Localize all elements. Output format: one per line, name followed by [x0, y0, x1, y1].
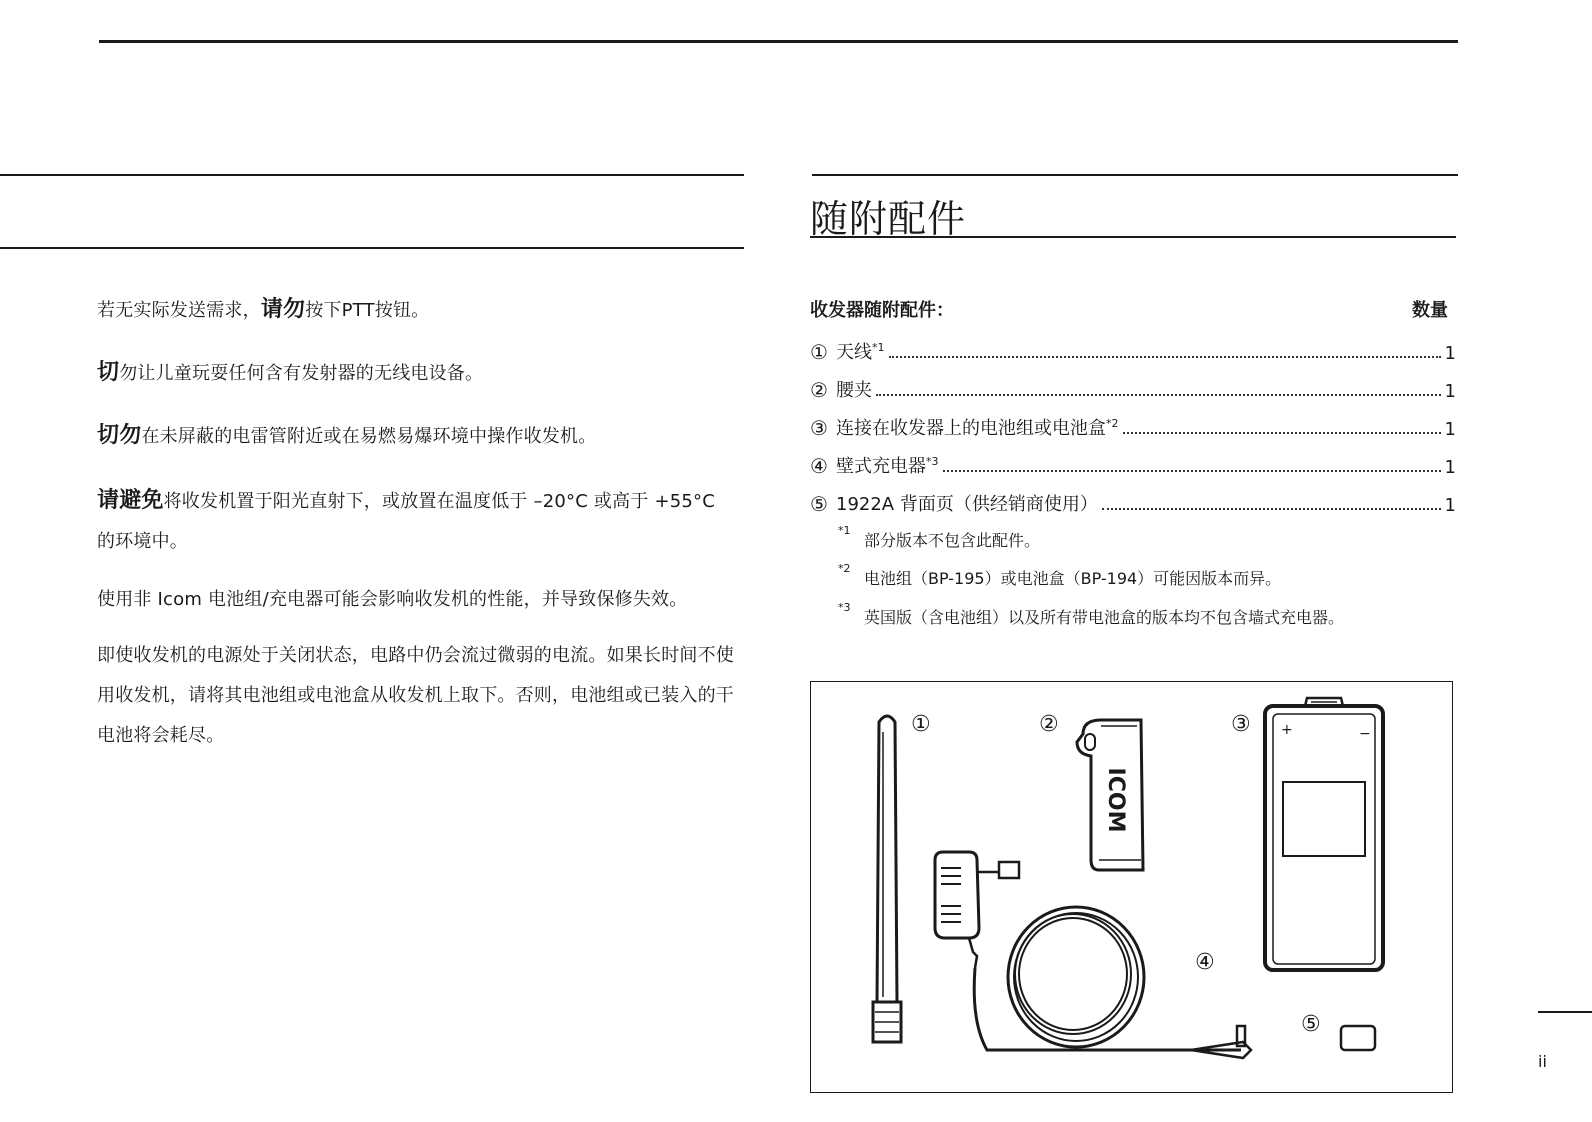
accessory-list-header [810, 296, 1448, 322]
antenna-drawing [873, 716, 901, 1042]
footnote-mark: *1 [838, 524, 851, 537]
top-rule [99, 40, 1458, 43]
item-label: 连接在收发器上的电池组或电池盒$^{*2}$ [836, 417, 1119, 439]
caution-children [97, 353, 737, 394]
item-number: ① [810, 340, 828, 364]
left-header-rule-top [0, 174, 744, 176]
caution-non-icom-battery-text: 使用非 Icom 电池组/充电器可能会影响收发机的性能，并导致保修失效。 [97, 589, 688, 610]
footnote-mark: *2 [838, 562, 851, 575]
leader-dots [876, 394, 1441, 396]
footnote [838, 562, 1282, 589]
item-number: ② [810, 378, 828, 402]
item-number: ⑤ [810, 492, 828, 516]
footnote [838, 601, 1345, 628]
rear-panel-sticker-drawing [1341, 1026, 1375, 1050]
callout-3: ③ [1231, 712, 1251, 737]
item-number: ④ [810, 454, 828, 478]
page-title: 随附配件 [810, 197, 967, 241]
clip-logo: ICOM [1103, 767, 1128, 833]
caution-ptt [97, 290, 737, 331]
page-number: ii [1538, 1052, 1547, 1071]
battery-minus-sign: − [1359, 726, 1371, 742]
accessory-item [810, 372, 1456, 402]
quantity-header: 数量 [1412, 300, 1448, 321]
footnote [838, 524, 1041, 551]
left-header-rule-bottom [0, 247, 744, 249]
item-label: 腰夹 [836, 380, 872, 401]
caution-detonator-text: 在未屏蔽的电雷管附近或在易燃易爆环境中操作收发机。 [141, 426, 597, 447]
footnote-text: 电池组（BP-195）或电池盒（BP-194）可能因版本而异。 [864, 569, 1282, 588]
page-number-rule [1538, 1011, 1592, 1013]
footnote-text: 英国版（含电池组）以及所有带电池盒的版本均不包含墙式充电器。 [864, 608, 1345, 627]
footnote-mark: *3 [838, 601, 851, 614]
item-label: 壁式充电器$^{*3}$ [836, 455, 939, 477]
item-quantity: 1 [1444, 457, 1456, 478]
item-label: 天线$^{*1}$ [836, 341, 885, 363]
leader-dots [943, 470, 1441, 472]
caution-detonator-lead: 切勿 [97, 423, 142, 448]
caution-power-drain-text: 即使收发机的电源处于关闭状态，电路中仍会流过微弱的电流。如果长时间不使用收发机，请将其电池组或电池盒从收发机上取下。否则，电池组或已装入的干电池将会耗尽。 [97, 645, 734, 746]
accessory-list-label: 收发器随附配件： [810, 300, 954, 321]
item-number: ③ [810, 416, 828, 440]
accessory-item [810, 486, 1456, 516]
caution-temperature-lead: 请避免 [97, 488, 164, 513]
battery-plus-sign: + [1281, 722, 1293, 738]
callout-2: ② [1039, 712, 1059, 737]
item-label: 1922A 背面页（供经销商使用） [836, 494, 1098, 515]
caution-ptt-pre: 若无实际发送需求， [97, 300, 261, 321]
caution-power-drain [97, 636, 737, 756]
caution-temperature [97, 481, 737, 562]
caution-children-text: 勿让儿童玩耍任何含有发射器的无线电设备。 [119, 363, 484, 384]
caution-ptt-lead: 请勿 [260, 297, 306, 322]
caution-ptt-text: 按下PTT按钮。 [305, 300, 430, 321]
caution-detonator [97, 416, 737, 457]
item-quantity: 1 [1444, 343, 1456, 364]
right-header-rule-top [812, 174, 1458, 176]
accessory-item [810, 448, 1456, 478]
caution-temperature-text: 将收发机置于阳光直射下，或放置在温度低于 –20°C 或高于 +55°C 的环境中。 [97, 491, 715, 552]
accessory-item [810, 334, 1456, 364]
accessory-item [810, 410, 1456, 440]
callout-4: ④ [1195, 950, 1215, 975]
callout-1: ① [911, 712, 931, 737]
item-quantity: 1 [1444, 381, 1456, 402]
leader-dots [889, 356, 1441, 358]
item-quantity: 1 [1444, 495, 1456, 516]
leader-dots [1123, 432, 1441, 434]
callout-5: ⑤ [1301, 1012, 1321, 1037]
caution-non-icom-battery [97, 580, 737, 620]
accessories-illustration [810, 681, 1453, 1093]
item-quantity: 1 [1444, 419, 1456, 440]
caution-children-lead: 切 [97, 360, 120, 385]
leader-dots [1102, 508, 1441, 510]
footnote-text: 部分版本不包含此配件。 [864, 531, 1041, 550]
